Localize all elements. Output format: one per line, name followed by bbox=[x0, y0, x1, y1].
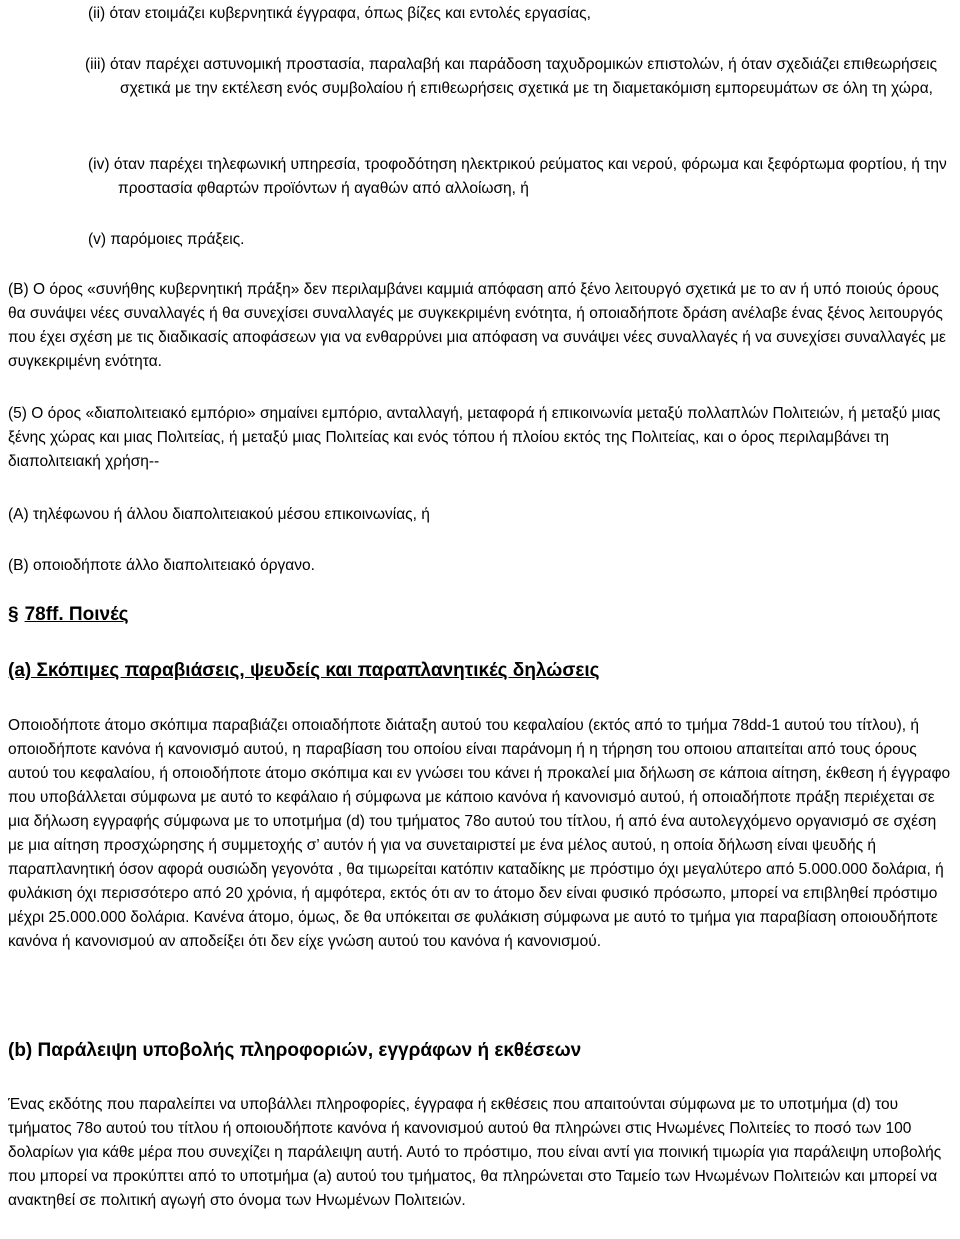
item-v: (v) παρόμοιες πράξεις. bbox=[88, 231, 245, 248]
subsection-a-body: Οποιοδήποτε άτομο σκόπιμα παραβιάζει οποιαδήποτε διάταξη αυτού του κεφαλαίου (εκτός από το τμήμα 78dd-1 αυτού του τίτλου), ή οποιοδήποτε κανόνα ή κανονισμό αυτού, η παραβίαση του οποίου είναι παράνομη ή η τήρηση του οποιου απαιτείται από τους όρους αυτού του κεφαλαίου, ή οποιοδήποτε άτομο σκόπιμα και εν γνώσει του κάνει ή προκαλεί μια δήλωση σε κάποια αίτηση, έκθεση ή έγγραφο που υποβάλλεται σύμφωνα με αυτό το κεφάλαιο ή σύμφωνα με κάποιο κανόνα ή κανονισμό αυτού, ή οποιαδήποτε πράξη περιέχεται σε μια δήλωση εγγραφής σύμφωνα με το υποτμήμα (d) του τμήματος 78o αυτού του τίτλου, ή από ένα αυτολεγχόμενο οργανισμό σε σχέση με μια αίτηση προσχώρησης ή συμμετοχής σ’ αυτόν ή για να συνεταιριστεί με ένα μέλος αυτού, η οποία δήλωση είναι ψευδής ή παραπλανητική όσον αφορά ουσιώδη γεγονότα , θα τιμωρείται κατόπιν καταδίκης με πρόστιμο όχι μεγαλύτερο από 5.000.000 δολάρια, ή φυλάκιση όχι περισσότερο από 20 χρόνια, ή αμφότερα, εκτός ότι αν το άτομο δεν είναι φυσικό πρόσωπο, μπορεί να επιβληθεί πρόστιμο μέχρι 25.000.000 δολάρια. Κανένα άτομο, όμως, δε θα υπόκειται σε φυλάκιση σύμφωνα με αυτό το τμήμα για παραβίαση οποιουδήποτε κανόνα ή κανονισμού αν αποδείξει ότι δεν είχε γνώση αυτού του κανόνα ή κανονισμού. bbox=[8, 717, 951, 950]
section-symbol: § bbox=[8, 604, 19, 625]
paragraph-a-phone: (A) τηλέφωνου ή άλλου διαπολιτειακού μέσου επικοινωνίας, ή bbox=[8, 506, 430, 523]
subsection-b-body: Ένας εκδότης που παραλείπει να υποβάλλει πληροφορίες, έγγραφα ή εκθέσεις που απαιτούνται σύμφωνα με το υποτμήμα (d) του τμήματος 78o αυτού του τίτλου ή οποιουδήποτε κανόνα ή κανονισμού αυτού θα πληρώνει στις Ηνωμένες Πολιτείες το ποσό των 100 δολαρίων για κάθε μέρα που συνεχίζει η παράλειψη αυτή. Αυτό το πρόστιμο, που είναι αντί για ποινική τιμωρία για παράλειψη υποβολής που μπορεί να προκύπτει από το υποτμήμα (a) αυτού του τμήματος, θα πληρώνεται στο Ταμείο των Ηνωμένων Πολιτειών και μπορεί να ανακτηθεί σε πολιτική αγωγή στο όνομα των Ηνωμένων Πολιτειών. bbox=[8, 1096, 942, 1209]
item-iii: (iii) όταν παρέχει αστυνομική προστασία, παραλαβή και παράδοση ταχυδρομικών επιστολών, ή όταν σχεδιάζει επιθεωρήσεις σχετικά με την εκτέλεση ενός συμβολαίου ή επιθεωρήσεις σχετικά με τη διαμετακόμιση εμπορευμάτων σε όλη τη χώρα, bbox=[85, 56, 938, 97]
subsection-b-heading: (b) Παράλειψη υποβολής πληροφοριών, εγγράφων ή εκθέσεων bbox=[8, 1040, 582, 1061]
paragraph-b-other: (B) οποιοδήποτε άλλο διαπολιτειακό όργανο. bbox=[8, 557, 315, 574]
section-heading bbox=[8, 602, 129, 628]
paragraph-b-routine: (B) Ο όρος «συνήθης κυβερνητική πράξη» δεν περιλαμβάνει καμμιά απόφαση από ξένο λειτουργό σχετικά με το αν ή υπό ποιούς όρους θα συνάψει νέες συναλλαγές ή θα συνεχίσει συναλλαγές με συγκεκριμένη ενότητα, ή οποιαδήποτε δράση ανέλαβε ένας ξένος λειτουργός που έχει σχέση με τις διαδικασίς αποφάσεων για να ενθαρρύνει μια απόφαση να συνάψει νέες συναλλαγές ή να συνεχίσει συναλλαγές με συγκεκριμένη ενότητα. bbox=[8, 281, 946, 370]
item-iv: (iv) όταν παρέχει τηλεφωνική υπηρεσία, τροφοδότηση ηλεκτρικού ρεύματος και νερού, φόρωμα και ξεφόρτωμα φορτίου, ή την προστασία φθαρτών προϊόντων ή αγαθών από αλλοίωση, ή bbox=[88, 156, 947, 197]
section-title: 78ff. Ποινές bbox=[24, 604, 129, 625]
item-ii: (ii) όταν ετοιμάζει κυβερνητικά έγγραφα, όπως βίζες και εντολές εργασίας, bbox=[88, 5, 591, 22]
paragraph-5-interstate: (5) Ο όρος «διαπολιτειακό εμπόριο» σημαίνει εμπόριο, ανταλλαγή, μεταφορά ή επικοινωνία μεταξύ πολλαπλών Πολιτειών, ή μεταξύ μιας ξένης χώρας και μιας Πολιτείας, ή μεταξύ μιας Πολιτείας και ενός τόπου ή πλοίου εκτός της Πολιτείας, και ο όρος περιλαμβάνει τη διαπολιτειακή χρήση-- bbox=[8, 405, 941, 470]
subsection-a-heading: (a) Σκόπιμες παραβιάσεις, ψευδείς και παραπλανητικές δηλώσεις bbox=[8, 660, 600, 681]
